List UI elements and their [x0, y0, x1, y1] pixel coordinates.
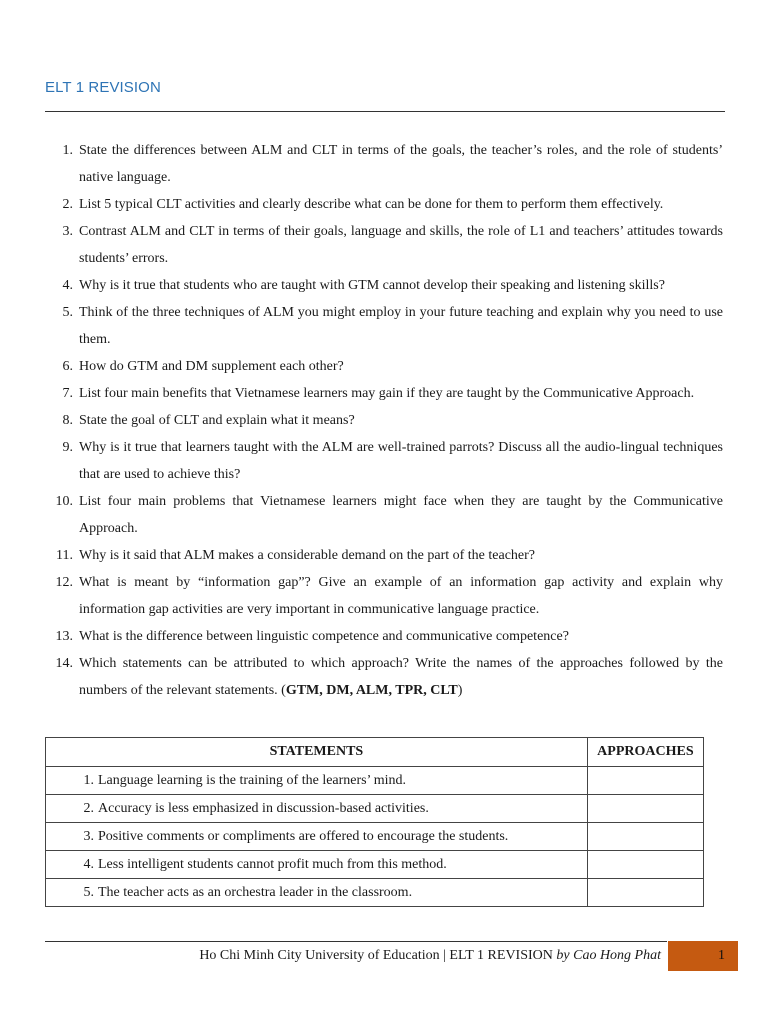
statement-text: The teacher acts as an orchestra leader in the classroom. [98, 884, 413, 900]
footer-divider [45, 941, 667, 942]
statement-number: 4. [83, 856, 94, 872]
approach-cell[interactable] [587, 879, 703, 907]
list-item [45, 137, 723, 191]
statement-number: 2. [83, 800, 94, 816]
list-item [45, 434, 723, 488]
item-number: 7. [62, 386, 73, 401]
item-number: 1. [62, 143, 73, 158]
title-divider [45, 111, 725, 112]
table-row [46, 767, 704, 795]
statement-cell [46, 795, 588, 823]
approach-cell[interactable] [587, 823, 703, 851]
item-number: 8. [62, 413, 73, 428]
page-number: 1 [668, 941, 738, 971]
item-text: Contrast ALM and CLT in terms of their goals, language and skills, the role of L1 and teachers’ attitudes towards students’ errors. [79, 224, 723, 266]
item-number: 12. [55, 575, 73, 590]
item-number: 5. [62, 305, 73, 320]
approach-cell[interactable] [587, 767, 703, 795]
approach-acronyms: GTM, DM, ALM, TPR, CLT [285, 683, 458, 698]
statement-text: Less intelligent students cannot profit much from this method. [98, 856, 447, 872]
footer [0, 946, 661, 966]
item-text: Why is it true that learners taught with the ALM are well-trained parrots? Discuss all the audio-lingual techniques that are used to achieve this? [79, 440, 723, 482]
item-text: List four main problems that Vietnamese learners might face when they are taught by the Communicative Approach. [79, 494, 723, 536]
item-text: How do GTM and DM supplement each other? [79, 359, 344, 374]
item-number: 4. [62, 278, 73, 293]
statements-table [45, 737, 704, 907]
approach-cell[interactable] [587, 851, 703, 879]
list-item [45, 353, 723, 380]
list-item [45, 569, 723, 623]
statement-number: 1. [83, 772, 94, 788]
table-row [46, 851, 704, 879]
list-item [45, 299, 723, 353]
question-list [45, 137, 723, 704]
footer-author: by Cao Hong Phat [556, 948, 661, 963]
item-number: 10. [55, 494, 73, 509]
statement-text: Accuracy is less emphasized in discussion-based activities. [98, 800, 429, 816]
table-row [46, 823, 704, 851]
list-item [45, 218, 723, 272]
table-row [46, 879, 704, 907]
item-number: 6. [62, 359, 73, 374]
list-item [45, 191, 723, 218]
statement-cell [46, 851, 588, 879]
column-header-approaches: APPROACHES [587, 738, 703, 767]
item-text: What is meant by “information gap”? Give an example of an information gap activity and explain why information gap activities are very important in communicative language practice. [79, 575, 723, 617]
item-number: 9. [62, 440, 73, 455]
item-text: Why is it true that students who are taught with GTM cannot develop their speaking and listening skills? [79, 278, 665, 293]
item-text: Why is it said that ALM makes a considerable demand on the part of the teacher? [79, 548, 536, 563]
item-text: State the goal of CLT and explain what it means? [79, 413, 355, 428]
statement-number: 5. [83, 884, 94, 900]
statement-number: 3. [83, 828, 94, 844]
item-text: List four main benefits that Vietnamese learners may gain if they are taught by the Communicative Approach. [79, 386, 695, 401]
list-item [45, 272, 723, 299]
item-text: List 5 typical CLT activities and clearly describe what can be done for them to perform them effectively. [79, 197, 664, 212]
item-number: 3. [62, 224, 73, 239]
list-item [45, 650, 723, 704]
statement-cell [46, 823, 588, 851]
list-item [45, 488, 723, 542]
column-header-statements: STATEMENTS [46, 738, 588, 767]
closing-paren: ) [457, 683, 463, 698]
statement-cell [46, 767, 588, 795]
item-number: 14. [55, 656, 73, 671]
table-header-row [46, 738, 704, 767]
list-item [45, 380, 723, 407]
list-item [45, 407, 723, 434]
item-text: Which statements can be attributed to which approach? Write the names of the approaches followed by the numbers of the relevant statements. ( [79, 656, 723, 698]
page-title: ELT 1 REVISION [45, 79, 161, 96]
table-row [46, 795, 704, 823]
item-text: State the differences between ALM and CLT in terms of the goals, the teacher’s roles, and the role of students’ native language. [79, 143, 723, 185]
item-number: 11. [56, 548, 73, 563]
list-item [45, 542, 723, 569]
item-number: 2. [62, 197, 73, 212]
statement-text: Language learning is the training of the learners’ mind. [98, 772, 407, 788]
approach-cell[interactable] [587, 795, 703, 823]
item-number: 13. [55, 629, 73, 644]
footer-text: Ho Chi Minh City University of Education | ELT 1 REVISION [199, 948, 557, 963]
statement-text: Positive comments or compliments are offered to encourage the students. [98, 828, 509, 844]
item-text: What is the difference between linguistic competence and communicative competence? [79, 629, 569, 644]
statement-cell [46, 879, 588, 907]
list-item [45, 623, 723, 650]
item-text: Think of the three techniques of ALM you might employ in your future teaching and explain why you need to use them. [79, 305, 723, 347]
